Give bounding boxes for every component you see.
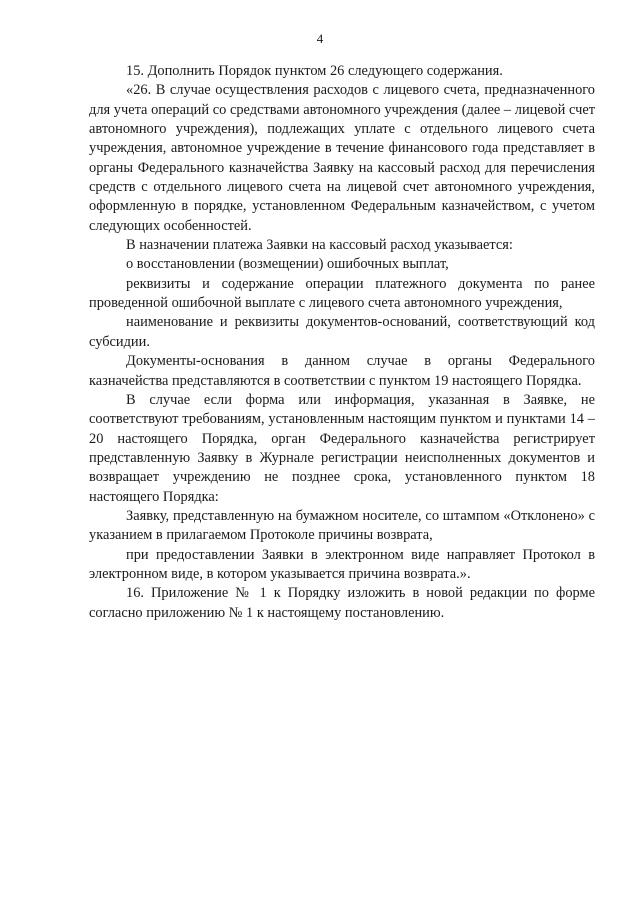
page-number: 4	[316, 31, 324, 46]
document-body	[89, 62, 595, 623]
paragraph-payment-purpose: В назначении платежа Заявки на кассовый расход указывается:	[126, 237, 513, 254]
paragraph-item-15-add-point: 15. Дополнить Порядок пунктом 26 следующего содержания.	[126, 63, 503, 79]
paragraph-electronic-rejection: при предоставлении Заявки в электронном виде направляет Протокол в электронном виде, в котором указывается причина возврата.».	[89, 546, 595, 582]
paragraph-paper-rejection: Заявку, представленную на бумажном носителе, со штампом «Отклонено» с указанием в прилагаемом Протоколе причины возврата,	[89, 507, 595, 544]
paragraph-basis-documents-details: наименование и реквизиты документов-оснований, соответствующий код субсидии.	[89, 314, 595, 350]
paragraph-restoration-of-payments: о восстановлении (возмещении) ошибочных выплат,	[126, 256, 449, 273]
paragraph-basis-documents-submission: Документы-основания в данном случае в органы Федерального казначейства представляются в соответствии с пунктом 19 настоящего Порядка.	[89, 353, 595, 389]
paragraph-nonconformity-handling: В случае если форма или информация, указанная в Заявке, не соответствуют требованиям, установленным настоящим пунктом и пунктами 14 – 20 настоящего Порядка, орган Федерального казначейства регистрирует представленную Заявку в Журнале регистрации неисполненных документов и возвращает учреждению не позднее срока, установленного пунктом 18 настоящего Порядка:	[89, 391, 595, 505]
paragraph-payment-document-details: реквизиты и содержание операции платежного документа по ранее проведенной ошибочной выплате с лицевого счета автономного учреждения,	[89, 275, 595, 312]
paragraph-item-16-appendix: 16. Приложение № 1 к Порядку изложить в новой редакции по форме согласно приложению № 1 к настоящему постановлению.	[89, 585, 595, 621]
paragraph-point-26-intro: «26. В случае осуществления расходов с лицевого счета, предназначенного для учета операций со средствами автономного учреждения (далее – лицевой счет автономного учреждения), подлежащих уплате с отдельного лицевого счета учреждения, автономное учреждение в течение финансового года представляет в органы Федерального казначейства Заявку на кассовый расход для перечисления средств с отдельного лицевого счета на лицевой счет автономного учреждения, оформленную в порядке, установленном Федеральным казначейством, с учетом следующих особенностей.	[89, 82, 595, 234]
